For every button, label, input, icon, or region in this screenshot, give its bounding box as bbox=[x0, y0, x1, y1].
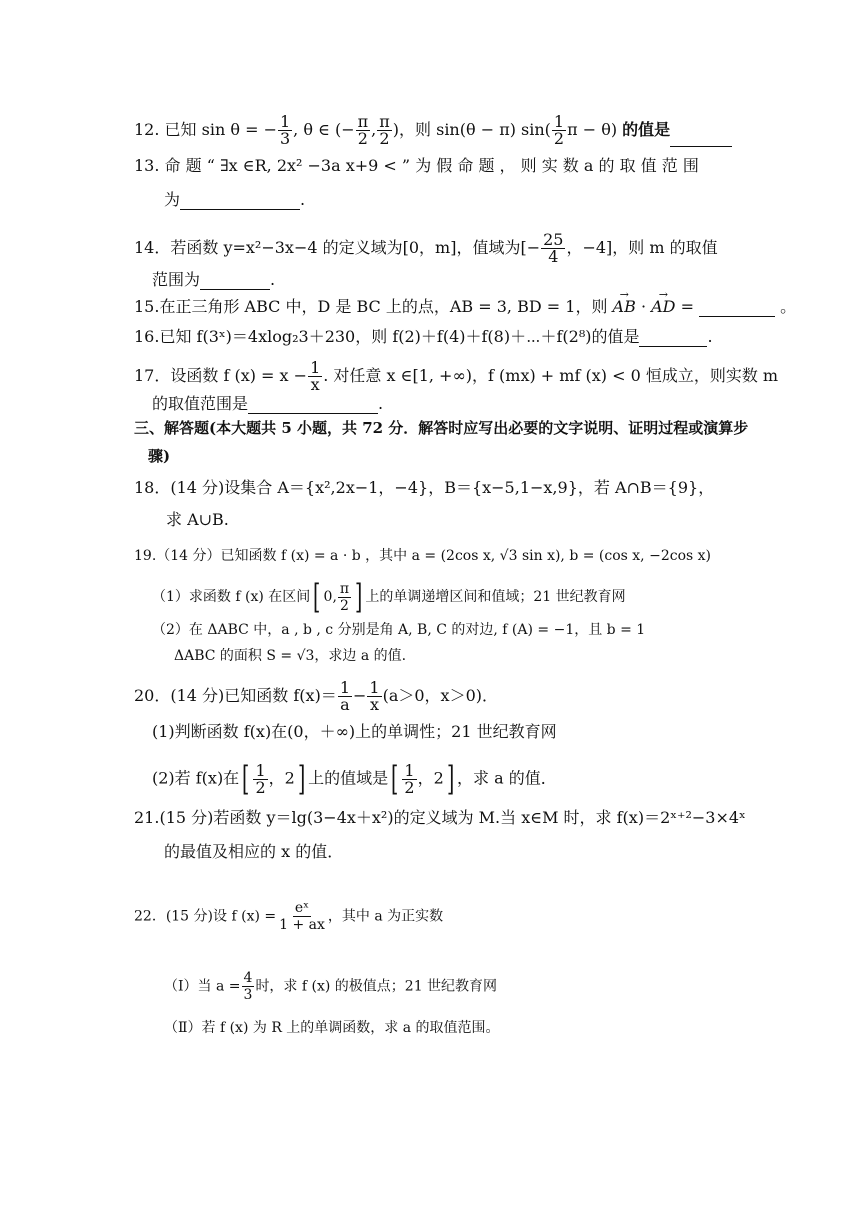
q20-suffix: (a＞0，x＞0)． bbox=[382, 686, 499, 705]
q17-frac-num: 1 bbox=[310, 358, 321, 377]
q20-frac-a-den: a bbox=[340, 695, 350, 714]
q15-eq: = bbox=[675, 297, 700, 316]
q20-p2-frac2 bbox=[402, 760, 416, 797]
q15-answer-blank[interactable] bbox=[699, 300, 775, 317]
question-19-line1: 19.（14 分）已知函数 f (x) = a · b ，其中 a = (2cos x, √3 sin x), b = (cos x, −2cos x) bbox=[134, 548, 711, 564]
q20-p2-mid1: ，2 bbox=[268, 768, 295, 788]
q17-frac-den: x bbox=[310, 375, 320, 394]
q22-suffix: ，其中 a 为正实数 bbox=[327, 908, 444, 925]
q14-prefix: 14．若函数 y=x²−3x−4 的定义域为[0，m]，值域为[− bbox=[134, 238, 541, 257]
question-17-line1 bbox=[134, 360, 778, 393]
q14-frac-num: 25 bbox=[543, 230, 564, 249]
q19-left-bracket: [ bbox=[313, 577, 321, 617]
q15-dot: · bbox=[635, 297, 652, 316]
q13-suffix: . bbox=[300, 190, 306, 209]
question-16 bbox=[134, 327, 713, 347]
q19-p1-suffix: 上的单调递增区间和值域；21 世纪教育网 bbox=[365, 589, 626, 605]
q20-p2-frac1 bbox=[253, 760, 267, 797]
q14-line2-prefix: 范围为 bbox=[152, 270, 201, 289]
q20-bracket-l2: [ bbox=[391, 759, 399, 799]
q20-frac-x-num: 1 bbox=[369, 678, 380, 697]
q12-frac-pi-2-b bbox=[377, 114, 392, 147]
q20-p2-mid3: ，2 bbox=[417, 768, 444, 788]
q15-vec-ab: → AB bbox=[613, 297, 636, 317]
q12-two-a: 2 bbox=[357, 129, 368, 148]
q14-frac-den: 4 bbox=[548, 247, 559, 266]
question-14-line1 bbox=[134, 232, 718, 265]
q17-line2-suffix: . bbox=[378, 394, 384, 413]
q22-frac bbox=[277, 900, 327, 933]
q12-frac-1-3 bbox=[278, 114, 292, 147]
q20-frac-x bbox=[367, 680, 381, 713]
q22-p1-frac-num: 4 bbox=[243, 970, 253, 986]
q19-p1-zero: 0, bbox=[323, 589, 337, 605]
q19-frac-num: π bbox=[339, 580, 350, 597]
q12-half-pi: π − θ) bbox=[567, 120, 618, 139]
question-13-line1: 13. 命 题 “ ∃x ∈R, 2x² −3a x+9 < ” 为 假 命 题 ， 则 实 数 a 的 取 值 范 围 bbox=[134, 156, 699, 175]
q15-vec-ad: → AD bbox=[651, 297, 675, 317]
question-22-part2: （Ⅱ）若 f (x) 为 R 上的单调函数，求 a 的取值范围。 bbox=[164, 1020, 500, 1036]
question-15 bbox=[134, 297, 796, 317]
q22-p1-suffix: 时，求 f (x) 的极值点；21 世纪教育网 bbox=[255, 978, 498, 995]
q22-frac-den: 1 + ax bbox=[279, 917, 325, 933]
q20-p2-frac1-num: 1 bbox=[255, 760, 266, 780]
q20-p2-suffix: ，求 a 的值． bbox=[457, 768, 557, 788]
question-12 bbox=[134, 114, 732, 147]
q12-half-num: 1 bbox=[553, 112, 565, 131]
q12-answer-blank[interactable] bbox=[670, 130, 732, 147]
q14-line2-suffix: . bbox=[270, 270, 276, 289]
q22-p1-prefix: （Ⅰ）当 a = bbox=[164, 978, 241, 995]
q20-bracket-r1: ] bbox=[297, 759, 306, 799]
q16-answer-blank[interactable] bbox=[639, 330, 707, 347]
q20-prefix: 20．(14 分)已知函数 f(x)＝ bbox=[134, 686, 337, 705]
q16-text: 16.已知 f(3ˣ)＝4xlog₂3＋230，则 f(2)＋f(4)＋f(8)＋⋯＋f(2⁸)的值是 bbox=[134, 327, 640, 346]
q12-pi-a: π bbox=[357, 112, 369, 131]
q12-sin-theta: sin θ = − bbox=[201, 120, 277, 139]
q22-p1-frac-den: 3 bbox=[243, 987, 253, 1003]
q20-p2-frac2-num: 1 bbox=[404, 760, 415, 780]
q17-line2-prefix: 的取值范围是 bbox=[152, 394, 249, 413]
q12-close: ) bbox=[392, 120, 400, 139]
q15-tail: 。 bbox=[775, 297, 797, 316]
q22-prefix: 22．(15 分)设 bbox=[134, 908, 228, 925]
q15-text: 15.在正三角形 ABC 中，D 是 BC 上的点，AB = 3, BD = 1，则 bbox=[134, 297, 608, 316]
section-3-heading-line2: 骤) bbox=[148, 447, 171, 465]
q12-pi-b: π bbox=[379, 112, 390, 131]
q20-p2-frac2-den: 2 bbox=[404, 777, 415, 797]
q22-fx: f (x) = bbox=[231, 908, 277, 925]
question-20-part2 bbox=[152, 759, 557, 799]
question-22 bbox=[134, 900, 443, 933]
q12-frac-pi-2-a bbox=[356, 114, 371, 147]
question-13-line2 bbox=[164, 190, 305, 210]
q12-half-den: 2 bbox=[553, 129, 565, 148]
q13-answer-blank[interactable] bbox=[180, 193, 300, 210]
q14-answer-blank[interactable] bbox=[200, 273, 270, 290]
q12-theta-in: , θ ∈ (− bbox=[293, 120, 355, 139]
q20-p2-prefix: (2)若 f(x)在 bbox=[152, 768, 240, 788]
question-19-part2-line2: ΔABC 的面积 S = √3，求边 a 的值. bbox=[174, 648, 407, 664]
q20-frac-x-den: x bbox=[369, 695, 380, 714]
q17-mid: . 对任意 x ∈[1, +∞)，f (mx) + mf (x) < 0 恒成立，则实数 m bbox=[323, 366, 779, 385]
question-18-line1: 18．(14 分)设集合 A＝{x²,2x−1，−4}，B＝{x−5,1−x,9}，若 A∩B＝{9}， bbox=[134, 478, 715, 497]
q12-then: ，则 sin(θ − π) sin( bbox=[399, 120, 551, 139]
q20-frac-a bbox=[338, 680, 352, 713]
question-20-line1 bbox=[134, 680, 498, 713]
q14-suffix: ，−4]，则 m 的取值 bbox=[566, 238, 718, 257]
q12-label: 12. 已知 bbox=[134, 120, 197, 139]
q12-frac-num: 1 bbox=[279, 112, 291, 131]
q12-comma: , bbox=[371, 120, 377, 139]
question-14-line2 bbox=[152, 270, 275, 290]
q12-frac-half bbox=[552, 114, 566, 147]
question-19-part1 bbox=[152, 577, 626, 617]
q13-prefix: 为 bbox=[164, 190, 181, 209]
q19-frac bbox=[338, 581, 351, 614]
question-19-part2-line1: （2）在 ΔABC 中，a , b , c 分别是角 A, B, C 的对边, f (A) = −1，且 b = 1 bbox=[152, 622, 646, 638]
q16-tail: . bbox=[707, 327, 713, 346]
question-21-line1: 21.(15 分)若函数 y＝lg(3−4x＋x²)的定义域为 M.当 x∈M 时，求 f(x)＝2ˣ⁺²−3×4ˣ bbox=[134, 808, 746, 827]
q22-frac-num: eˣ bbox=[294, 900, 310, 916]
question-17-line2 bbox=[152, 394, 383, 414]
q20-bracket-l1: [ bbox=[242, 759, 250, 799]
q19-right-bracket: ] bbox=[355, 577, 363, 617]
q17-frac bbox=[308, 360, 322, 393]
q12-two-b: 2 bbox=[379, 129, 390, 148]
q20-frac-a-num: 1 bbox=[339, 678, 350, 697]
q12-tail: 的值是 bbox=[622, 120, 671, 139]
question-22-part1 bbox=[164, 970, 497, 1003]
q20-bracket-r2: ] bbox=[446, 759, 455, 799]
q12-frac-den: 3 bbox=[279, 129, 291, 148]
section-3-heading-line1: 三、解答题(本大题共 5 小题，共 72 分．解答时应写出必要的文字说明、证明过程或演算步 bbox=[134, 419, 749, 437]
question-20-part1: (1)判断函数 f(x)在(0，＋∞)上的单调性；21 世纪教育网 bbox=[152, 722, 557, 741]
q19-p1-prefix: （1）求函数 f (x) 在区间 bbox=[152, 589, 311, 605]
q17-prefix: 17．设函数 f (x) = x − bbox=[134, 366, 308, 385]
q19-frac-den: 2 bbox=[340, 597, 349, 614]
q20-p2-frac1-den: 2 bbox=[255, 777, 266, 797]
q14-frac bbox=[541, 232, 565, 265]
q20-minus: − bbox=[353, 686, 367, 705]
q22-p1-frac bbox=[242, 970, 255, 1003]
q17-answer-blank[interactable] bbox=[248, 397, 378, 414]
question-21-line2: 的最值及相应的 x 的值． bbox=[164, 842, 344, 861]
q20-p2-mid2: 上的值域是 bbox=[308, 768, 389, 788]
question-18-line2: 求 A∪B. bbox=[166, 510, 229, 529]
